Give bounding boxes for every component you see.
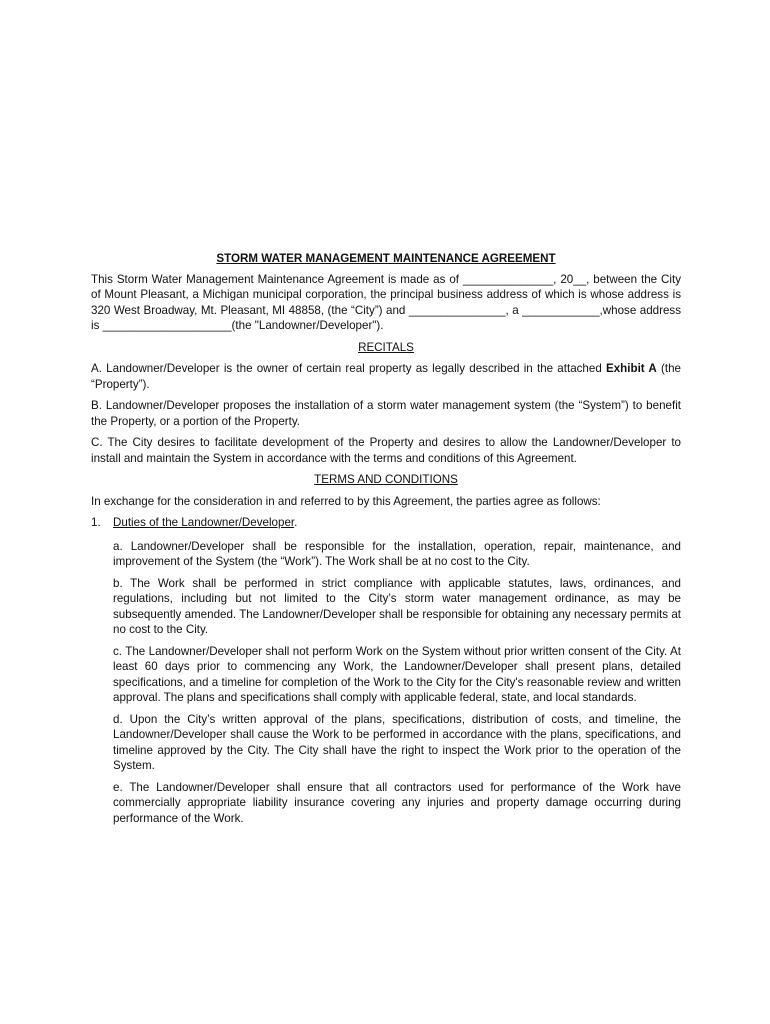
item-1-number: 1. — [91, 516, 101, 529]
item-1d: d. Upon the City’s written approval of the plans, specifications, distribution of costs, and timeline, the Landowner/Developer shall cause the Work to be performed in accordance with the plans, specifications, and timeline approved by the City. The City shall have the right to inspect the Work prior to the operation of the System. — [113, 712, 681, 772]
item-1b: b. The Work shall be performed in strict compliance with applicable statutes, laws, ordinances, and regulations, including but not limited to the City’s storm water management ordinance, as may be subsequently amended. The Landowner/Developer shall be responsible for obtaining any necessary permits at no cost to the City. — [113, 576, 681, 636]
terms-heading: TERMS AND CONDITIONS — [314, 473, 458, 486]
recital-a — [91, 361, 681, 392]
recitals-heading: RECITALS — [358, 340, 414, 354]
item-1-title: Duties of the Landowner/Developer — [113, 516, 295, 529]
agreement-body — [91, 251, 681, 832]
item-1-heading — [91, 515, 681, 531]
recital-c: C. The City desires to facilitate development of the Property and desires to allow the Landowner/Developer to install and maintain the System in accordance with the terms and conditions of this Agreement. — [91, 436, 681, 465]
recital-a-tail: (the “Property”). — [91, 362, 682, 391]
terms-intro: In exchange for the consideration in and referred to by this Agreement, the parties agree as follows: — [91, 494, 601, 508]
recital-a-text: A. Landowner/Developer is the owner of certain real property as legally described in the attached — [91, 362, 606, 375]
item-1a: a. Landowner/Developer shall be responsible for the installation, operation, repair, maintenance, and improvement of the System (the “Work”). The Work shall be at no cost to the City. — [113, 539, 681, 568]
document-title: STORM WATER MANAGEMENT MAINTENANCE AGREEMENT — [216, 252, 556, 265]
exhibit-a-label: Exhibit A — [606, 362, 657, 375]
recital-b: B. Landowner/Developer proposes the installation of a storm water management system (the “System”) to benefit the Property, or a portion of the Property. — [91, 399, 681, 428]
intro-paragraph: This Storm Water Management Maintenance Agreement is made as of ______________, 20__, between the City of Mount Pleasant, a Michigan municipal corporation, the principal business address of which is whose address is 320 West Broadway, Mt. Pleasant, MI 48858, (the “City”) and _______________, a ____________,whose address is ____________________(the "Landowner/Developer"). — [91, 272, 681, 332]
item-1c: c. The Landowner/Developer shall not perform Work on the System without prior written consent of the City. At least 60 days prior to commencing any Work, the Landowner/Developer shall present plans, detailed specifications, and a timeline for completion of the Work to the City for the City's reasonable review and written approval. The plans and specifications shall comply with applicable federal, state, and local standards. — [113, 644, 681, 704]
item-1-title-end: . — [294, 516, 298, 529]
item-1e: e. The Landowner/Developer shall ensure that all contractors used for performance of the Work have commercially appropriate liability insurance covering any injuries and property damage occurring during performance of the Work. — [113, 780, 681, 825]
